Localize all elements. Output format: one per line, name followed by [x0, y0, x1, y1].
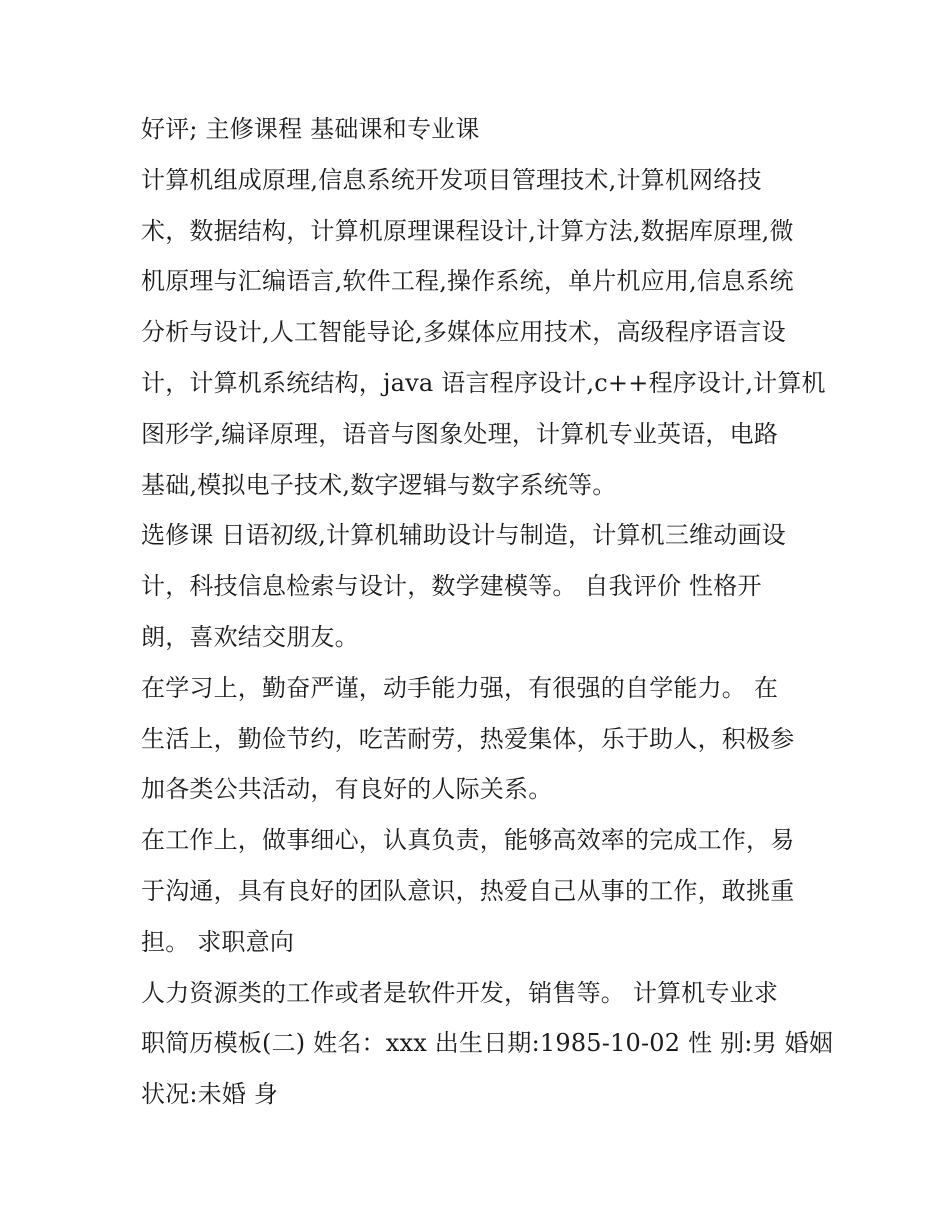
text-line: 计，科技信息检索与设计，数学建模等。 自我评价 性格开 — [141, 572, 762, 601]
text-line: 选修课 日语初级,计算机辅助设计与制造，计算机三维动画设 — [141, 521, 786, 550]
document-body — [141, 109, 834, 1125]
text-line: 在工作上，做事细心，认真负责，能够高效率的完成工作，易 — [141, 826, 795, 855]
text-line: 图形学,编译原理，语音与图象处理，计算机专业英语，电路 — [141, 419, 779, 448]
text-line: 加各类公共活动，有良好的人际关系。 — [141, 775, 553, 804]
text-line: 生活上，勤俭节约，吃苦耐劳，热爱集体，乐于助人，积极参 — [141, 724, 795, 753]
text-line: 基础,模拟电子技术,数字逻辑与数字系统等。 — [141, 470, 617, 499]
text-line: 计算机组成原理,信息系统开发项目管理技术,计算机网络技 — [141, 165, 762, 194]
text-line: 计，计算机系统结构，java 语言程序设计,c++程序设计,计算机 — [141, 368, 826, 397]
text-line: 机原理与汇编语言,软件工程,操作系统，单片机应用,信息系统 — [141, 267, 794, 296]
text-line: 于沟通，具有良好的团队意识，热爱自己从事的工作，敢挑重 — [141, 876, 795, 905]
text-line: 朗，喜欢结交朋友。 — [141, 622, 359, 651]
text-line: 状况:未婚 身 — [141, 1080, 279, 1109]
text-line: 职简历模板(二) 姓名：xxx 出生日期:1985-10-02 性 别:男 婚姻 — [141, 1029, 834, 1058]
text-line: 好评; 主修课程 基础课和专业课 — [141, 115, 480, 143]
text-line: 分析与设计,人工智能导论,多媒体应用技术，高级程序语言设 — [141, 318, 786, 347]
text-line: 术，数据结构，计算机原理课程设计,计算方法,数据库原理,微 — [141, 216, 794, 245]
text-line: 在学习上，勤奋严谨，动手能力强，有很强的自学能力。 在 — [141, 673, 779, 702]
text-line: 人力资源类的工作或者是软件开发，销售等。 计算机专业求 — [141, 978, 779, 1007]
text-line: 担。 求职意向 — [141, 927, 295, 956]
